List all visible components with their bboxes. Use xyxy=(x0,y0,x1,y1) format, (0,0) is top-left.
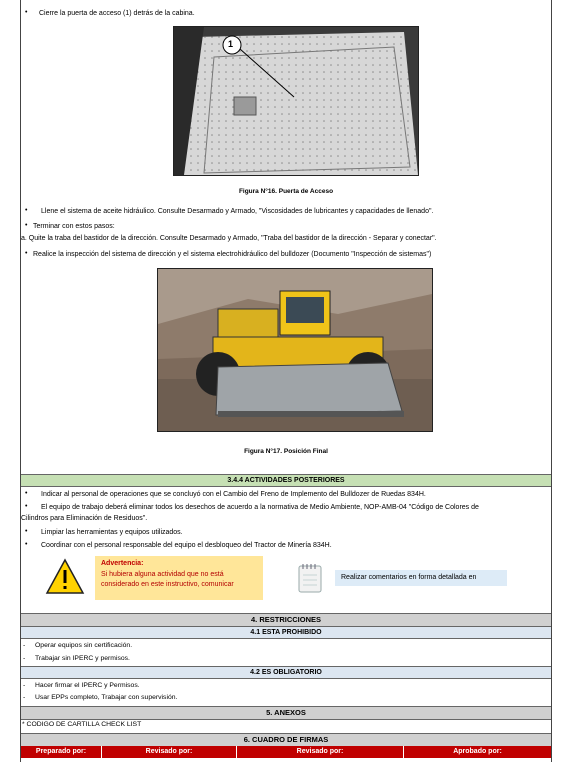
reviewed-by-cell-2: Revisado por: xyxy=(237,746,404,758)
obligatorio-text: Usar EPPs completo, Trabajar con supervisión. xyxy=(35,694,178,701)
warning-box xyxy=(95,556,263,600)
warning-line-2: considerado en este instructivo, comunicar xyxy=(101,581,234,588)
reviewed-by-cell: Revisado por: xyxy=(102,746,237,758)
substep-a: a. Quite la traba del bastidor de la dirección. Consulte Desarmado y Armado, "Traba del bastidor de la dirección - Separar y conectar". xyxy=(21,235,437,242)
section-42-title: 4.2 ES OBLIGATORIO xyxy=(21,666,551,679)
figure-17-image xyxy=(157,268,433,432)
post-item-3: Limpiar las herramientas y equipos utilizados. xyxy=(41,529,183,536)
figure-16-image xyxy=(173,26,419,176)
section-5-title: 5. ANEXOS xyxy=(21,706,551,720)
bullet: • xyxy=(25,9,28,16)
access-door-photo xyxy=(174,27,418,175)
post-item-2-cont: Cilindros para Eliminación de Residuos". xyxy=(21,515,148,522)
figure-17-caption: Figura N°17. Posición Final xyxy=(244,448,328,455)
bullet: • xyxy=(25,541,28,548)
warning-triangle-icon xyxy=(45,558,85,596)
callout-1: 1 xyxy=(228,39,234,49)
bullet: • xyxy=(25,490,28,497)
approved-by-cell: Aprobado por: xyxy=(404,746,551,758)
warning-line-1: Si hubiera alguna actividad que no está xyxy=(101,571,224,578)
bullet: • xyxy=(25,222,28,229)
figure-16-caption: Figura N°16. Puerta de Acceso xyxy=(238,188,334,195)
section-41-title: 4.1 ESTA PROHIBIDO xyxy=(21,626,551,639)
comment-box xyxy=(335,570,507,586)
warning-title: Advertencia: xyxy=(101,560,144,567)
bulldozer-photo xyxy=(158,269,432,431)
prohibido-text: Trabajar sin IPERC y permisos. xyxy=(35,655,130,662)
step-finish: Terminar con estos pasos: xyxy=(33,223,115,230)
bullet: • xyxy=(25,207,28,214)
step-close-door: Cierre la puerta de acceso (1) detrás de la cabina. xyxy=(39,10,195,17)
prepared-by-cell: Preparado por: xyxy=(21,746,102,758)
section-4-title: 4. RESTRICCIONES xyxy=(21,613,551,627)
prohibido-text: Operar equipos sin certificación. xyxy=(35,642,133,649)
step-fill-oil: Llene el sistema de aceite hidráulico. Consulte Desarmado y Armado, "Viscosidades de lubricantes y capacidades de llenado". xyxy=(41,208,434,215)
anexos-item: * CODIGO DE CARTILLA CHECK LIST xyxy=(22,721,142,728)
comment-text: Realizar comentarios en forma detallada en xyxy=(341,574,477,581)
document-page: • Cierre la puerta de acceso (1) detrás de la cabina. 1 Figura N°16. Puerta de Acceso • Llene el sistema de aceite hidráulico. Consulte Desarmado y Armado, "Viscosidades de lubricantes y capacidades de llenado". • Terminar con estos pasos: a. Quite la traba del bastidor de la dirección. Consulte Desarmado y Armado, "Traba del bastidor de la dirección - Separar y conectar". • Realice la inspección del sistema de dirección y el sistema electrohidráulico del bulldozer (Documento "Inspección de sistemas") Figura N°17. Posición Final 3.4.4 ACTIVIDADES POSTERIORES • Indicar al personal de operaciones que se concluyó con el Cambio del Freno de Implemento del Bulldozer de Ruedas 834H. • El equipo de trabajo deberá eliminar todos los desechos de acuerdo a la normativa de Medio Ambiente, NOP-AMB-04 "Código de Colores de Cilindros para Eliminación de Residuos". • Limpiar las herramientas y equipos utilizados. • Coordinar con el personal responsable del equipo el desbloqueo del Tractor de Minería 834H. Advertencia: Si hubiera alguna actividad que no está considerado en este instructivo, comunicar Realizar comentarios en forma detallada en 4. RESTRICCIONES 4.1 ESTA PROHIBIDO - Operar equipos sin certificación. - Trabajar sin IPERC y permisos. 4.2 ES OBLIGATORIO - Hacer firmar el IPERC y Permisos. - Usar EPPs completo, Trabajar con supervisión. 5. ANEXOS * CODIGO DE CARTILLA CHECK LIST 6. CUADRO DE FIRMAS Preparado por: Revisado por: Revisado por: Aprobado por: xyxy=(20,0,552,762)
bullet: • xyxy=(25,528,28,535)
step-inspect: Realice la inspección del sistema de dirección y el sistema electrohidráulico del bulldozer (Documento "Inspección de sistemas") xyxy=(33,251,432,258)
signature-header-row xyxy=(21,746,551,758)
bullet: • xyxy=(25,503,28,510)
section-6-title: 6. CUADRO DE FIRMAS xyxy=(21,733,551,747)
post-item-2: El equipo de trabajo deberá eliminar todos los desechos de acuerdo a la normativa de Medio Ambiente, NOP-AMB-04 "Código de Colores de xyxy=(41,504,479,511)
bullet: • xyxy=(25,250,28,257)
section-344-title: 3.4.4 ACTIVIDADES POSTERIORES xyxy=(21,474,551,487)
post-item-1: Indicar al personal de operaciones que se concluyó con el Cambio del Freno de Implemento del Bulldozer de Ruedas 834H. xyxy=(41,491,426,498)
obligatorio-text: Hacer firmar el IPERC y Permisos. xyxy=(35,682,140,689)
notepad-icon xyxy=(297,562,323,594)
post-item-4: Coordinar con el personal responsable del equipo el desbloqueo del Tractor de Minería 834H. xyxy=(41,542,332,549)
